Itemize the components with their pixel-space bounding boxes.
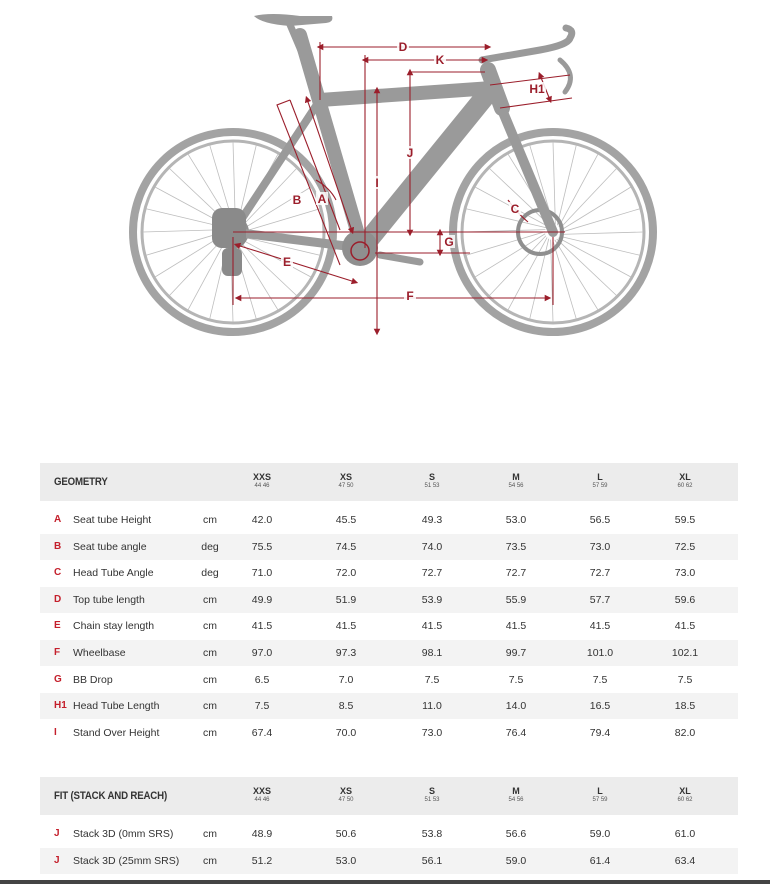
row-value: 74.5 [335,540,357,553]
row-value: 41.5 [589,620,611,633]
row-parameter: Stack 3D (25mm SRS) [73,854,180,867]
row-value: 75.5 [251,540,273,553]
row-code: B [54,540,62,552]
row-code: C [54,567,62,579]
size-header-l [570,472,630,490]
spoke [241,209,320,233]
row-value: 14.0 [505,700,527,713]
row-unit: cm [203,514,217,526]
row-value: 53.9 [421,593,443,606]
row-unit: cm [203,726,217,739]
size-name: XS [339,472,352,482]
size-header-xxs [232,786,292,804]
size-header-m [486,472,546,490]
row-value: 71.0 [251,567,273,580]
bike-geometry-diagram [0,0,770,350]
row-value: 63.4 [674,854,696,867]
table-row [40,534,738,560]
row-unit: cm [203,828,217,840]
diagram-label-a: A [317,192,327,206]
size-header-xxs [232,472,292,490]
row-value: 61.4 [589,854,611,867]
spoke [559,154,598,227]
row-value: 76.4 [505,726,527,739]
row-parameter: Wheelbase [73,647,126,659]
size-header-xl [655,786,715,804]
row-value: 50.6 [335,828,357,840]
row-value: 45.5 [335,514,357,526]
row-code: J [54,854,60,866]
row-unit: cm [203,593,217,606]
diagram-label-f: F [406,289,414,303]
row-value: 73.0 [589,540,611,553]
row-code: J [54,828,60,839]
row-code: A [54,514,62,525]
size-range: 60 62 [677,797,693,803]
row-parameter: Head Tube Length [73,700,160,713]
size-header-xs [316,472,376,490]
row-parameter: Top tube length [73,593,145,606]
size-header-s [402,786,462,804]
row-value: 56.5 [589,514,611,526]
table-row [40,507,738,533]
row-value: 41.5 [335,620,357,633]
size-header-s [402,472,462,490]
size-name: XL [679,786,691,796]
size-range: 44 46 [254,483,270,489]
row-code: D [54,593,62,605]
spoke [553,240,577,319]
size-name: XL [679,472,691,482]
row-value: 72.0 [335,567,357,580]
rear-derailleur-shape [212,208,246,276]
row-value: 98.1 [421,647,443,659]
row-value: 73.0 [674,567,696,580]
row-parameter: BB Drop [73,673,113,686]
size-header-xl [655,472,715,490]
size-name: M [512,472,520,482]
row-unit: cm [203,700,217,713]
row-value: 41.5 [251,620,273,633]
spoke [235,240,278,310]
diagram-label-b: B [292,193,302,207]
table-row [40,613,738,639]
size-name: M [512,786,520,796]
row-value: 7.5 [424,673,440,686]
row-value: 79.4 [589,726,611,739]
row-code: E [54,620,61,632]
row-value: 82.0 [674,726,696,739]
size-name: L [597,786,603,796]
row-code: H1 [54,700,67,712]
spoke [553,142,555,224]
row-value: 97.3 [335,647,357,659]
row-code: F [54,647,61,658]
geometry-header [40,463,738,501]
row-code: G [54,673,62,685]
row-value: 7.5 [254,700,270,713]
diagram-label-c: C [510,202,520,216]
row-value: 56.1 [421,854,443,867]
row-value: 73.5 [505,540,527,553]
row-value: 102.1 [671,647,699,659]
row-value: 59.0 [505,854,527,867]
row-value: 67.4 [251,726,273,739]
table-row [40,720,738,746]
size-range: 51 53 [424,483,440,489]
row-code: I [54,726,57,738]
spoke [561,187,631,230]
row-value: 11.0 [422,700,442,713]
diagram-label-j: J [406,146,414,160]
row-value: 72.7 [505,567,527,580]
row-unit: cm [203,854,217,867]
row-value: 41.5 [505,620,527,633]
size-name: S [428,786,435,796]
row-parameter: Head Tube Angle [73,567,154,580]
row-value: 72.5 [674,540,696,553]
table-row [40,640,738,666]
spoke [557,145,576,225]
size-range: 47 50 [338,797,354,803]
row-value: 97.0 [251,647,273,659]
geometry-title: GEOMETRY [54,476,108,488]
row-unit: cm [203,647,217,659]
saddle-shape [254,14,332,26]
bottom-bar [0,880,770,884]
size-range: 60 62 [677,483,693,489]
row-value: 7.0 [338,673,354,686]
row-unit: deg [201,567,219,580]
row-unit: cm [203,673,217,686]
size-header-m [486,786,546,804]
row-value: 16.5 [589,700,611,713]
row-value: 72.7 [589,567,611,580]
row-value: 48.9 [251,828,273,840]
diagram-label-i: I [375,176,379,190]
size-name: XXS [252,786,271,796]
row-value: 53.0 [335,854,357,867]
row-value: 7.5 [592,673,608,686]
row-value: 41.5 [674,620,696,633]
row-value: 53.8 [421,828,443,840]
size-header-l [570,786,630,804]
row-value: 61.0 [674,828,696,840]
row-value: 7.5 [677,673,693,686]
row-value: 51.9 [335,593,357,606]
table-row [40,560,738,586]
row-value: 59.5 [674,514,696,526]
table-row [40,587,738,613]
row-value: 49.9 [251,593,273,606]
row-value: 53.0 [505,514,527,526]
spoke [558,238,631,277]
table-row [40,667,738,693]
row-parameter: Seat tube Height [73,514,152,526]
row-value: 70.0 [335,726,357,739]
size-name: L [597,472,603,482]
size-range: 54 56 [508,483,524,489]
diagram-label-h1: H1 [529,82,545,96]
size-name: XXS [252,472,271,482]
size-range: 54 56 [508,797,524,803]
row-parameter: Stack 3D (0mm SRS) [73,828,174,840]
row-value: 99.7 [505,647,527,659]
table-row [40,693,738,719]
row-value: 59.6 [674,593,696,606]
row-parameter: Seat tube angle [73,540,147,553]
row-value: 51.2 [251,854,273,867]
row-unit: cm [203,620,217,633]
row-value: 49.3 [421,514,443,526]
table-row [40,848,738,874]
spoke [561,209,640,233]
diagram-label-g: G [444,235,454,249]
row-value: 57.7 [589,593,611,606]
row-value: 55.9 [505,593,527,606]
row-value: 59.0 [589,828,611,840]
size-range: 57 59 [592,797,608,803]
table-row [40,821,738,847]
row-value: 41.5 [421,620,443,633]
row-unit: deg [201,540,219,553]
size-range: 47 50 [338,483,354,489]
size-name: XS [339,786,352,796]
row-value: 42.0 [251,514,273,526]
row-value: 8.5 [338,700,354,713]
size-range: 44 46 [254,797,270,803]
spoke [555,240,598,310]
row-value: 74.0 [421,540,443,553]
row-value: 6.5 [254,673,270,686]
spoke [188,237,227,310]
row-value: 56.6 [505,828,527,840]
spoke [560,236,640,255]
diagram-label-k: K [435,53,445,67]
fit-header [40,777,738,815]
size-range: 57 59 [592,483,608,489]
fit-title: FIT (STACK AND REACH) [54,790,167,802]
row-value: 101.0 [586,647,614,659]
size-header-xs [316,786,376,804]
row-value: 7.5 [508,673,524,686]
row-parameter: Chain stay length [73,620,155,633]
size-range: 51 53 [424,797,440,803]
spoke [561,232,643,234]
size-name: S [428,472,435,482]
row-value: 73.0 [421,726,443,739]
row-parameter: Stand Over Height [73,726,160,739]
row-value: 72.7 [421,567,443,580]
row-value: 18.5 [674,700,696,713]
diagram-label-e: E [282,255,292,269]
diagram-label-d: D [398,40,408,54]
